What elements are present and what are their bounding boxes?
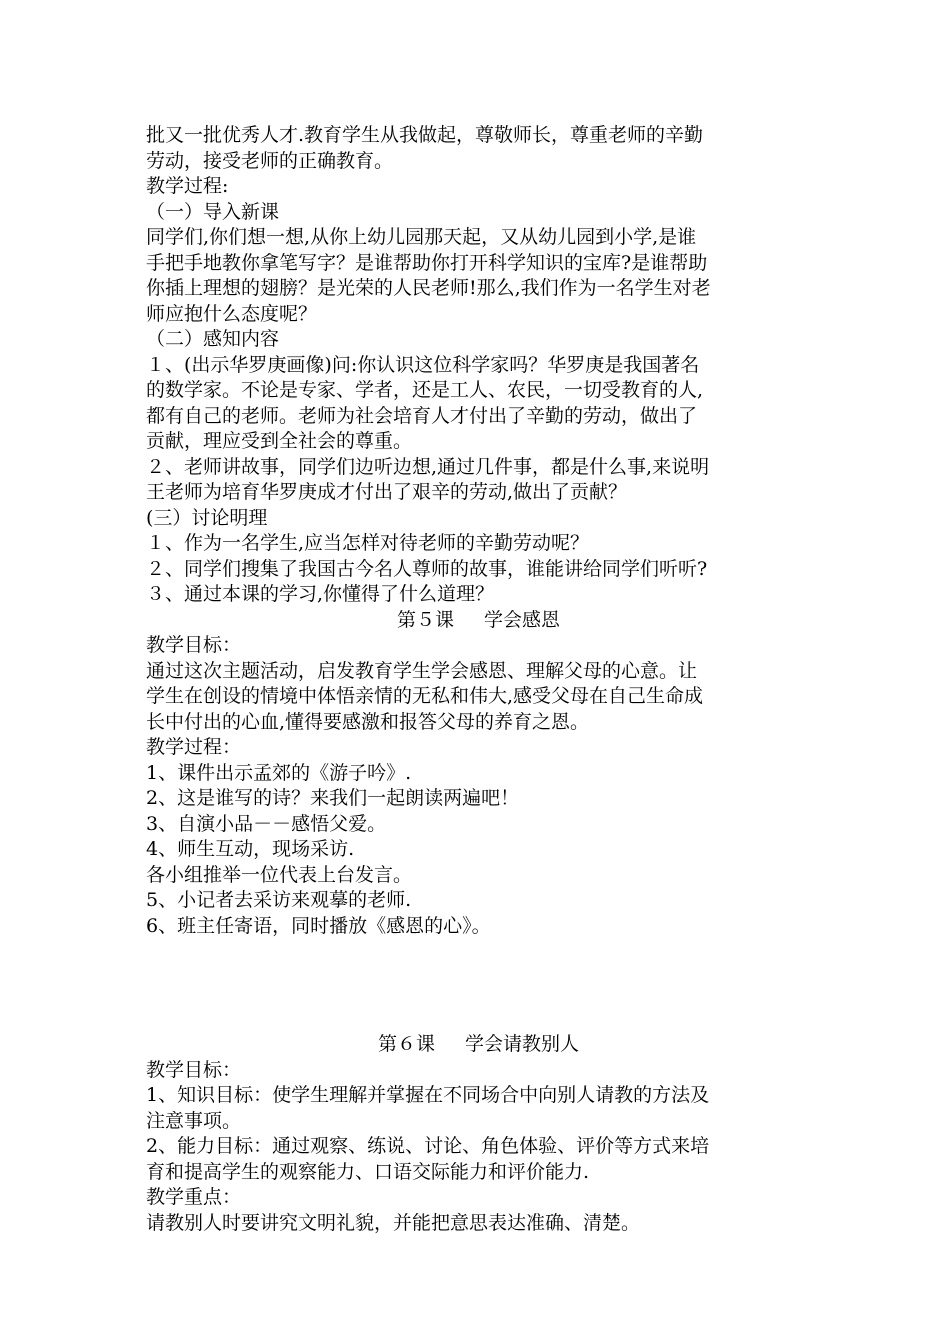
paragraph-line: 都有自己的老师。老师为社会培育人才付出了辛勤的劳动，做出了 [146,404,698,427]
list-item: 2、这是谁写的诗？来我们一起朗读两遍吧！ [146,787,520,809]
paragraph-line: ３、通过本课的学习,你懂得了什么道理？ [146,583,495,605]
paragraph-line: 2、能力目标：通过观察、练说、讨论、角色体验、评价等方式来培 [146,1135,710,1157]
section-title: （一）导入新课 [146,200,280,223]
blank-space [146,939,811,1032]
paragraph-line: 通过这次主题活动，启发教育学生学会感恩、理解父母的心意。让 [146,659,698,682]
process-heading: 教学过程： [146,736,242,758]
paragraph-line: 1、知识目标：使学生理解并掌握在不同场合中向别人请教的方法及 [146,1084,710,1106]
list-item: 各小组推举一位代表上台发言。 [146,863,413,886]
paragraph-line: 学生在创设的情境中体悟亲情的无私和伟大,感受父母在自己生命成 [146,685,704,707]
section-title: (三）讨论明理 [146,506,268,529]
lesson-5-title [146,608,811,634]
paragraph-line: 手把手地教你拿笔写字？是谁帮助你打开科学知识的宝库?是谁帮助 [146,251,708,274]
list-item: 1、课件出示孟郊的《游子吟》. [146,761,412,784]
process-heading: 教学过程: [146,175,229,197]
lesson-name: 学会感恩 [484,608,561,631]
goal-heading: 教学目标： [146,1058,242,1081]
list-item: 4、师生互动，现场采访. [146,838,355,860]
lesson-number: 第６课 [377,1033,435,1055]
paragraph-line: １、(出示华罗庚画像)问:你认识这位科学家吗？华罗庚是我国著名 [146,353,700,376]
list-item: 6、班主任寄语，同时播放《感恩的心》。 [146,914,491,937]
paragraph-line: 的数学家。不论是专家、学者，还是工人、农民，一切受教育的人, [146,379,704,401]
paragraph-line: ２、老师讲故事，同学们边听边想,通过几件事，都是什么事,来说明 [146,455,710,478]
lesson-name: 学会请教别人 [465,1033,580,1055]
paragraph-line: １、作为一名学生,应当怎样对待老师的辛勤劳动呢？ [146,532,590,554]
paragraph-line: 长中付出的心血,懂得要感激和报答父母的养育之恩。 [146,710,590,733]
document-body [146,123,811,1236]
paragraph-line: 贡献，理应受到全社会的尊重。 [146,430,413,452]
goal-heading: 教学目标： [146,634,242,656]
paragraph-line: 育和提高学生的观察能力、口语交际能力和评价能力. [146,1160,590,1183]
intro-line: 劳动，接受老师的正确教育。 [146,149,394,172]
lesson-6-title [146,1032,811,1058]
paragraph-line: 王老师为培育华罗庚成才付出了艰辛的劳动,做出了贡献？ [146,481,628,503]
paragraph-line: 请教别人时要讲究文明礼貌，并能把意思表达准确、清楚。 [146,1211,641,1234]
paragraph-line: 你插上理想的翅膀？是光荣的人民老师!那么,我们作为一名学生对老 [146,277,711,299]
paragraph-line: 师应抱什么态度呢？ [146,302,318,325]
paragraph-line: 同学们,你们想一想,从你上幼儿园那天起，又从幼儿园到小学,是谁 [146,226,697,248]
intro-line: 批又一批优秀人才.教育学生从我做起，尊敬师长，尊重老师的辛勤 [146,124,704,146]
paragraph-line: ２、同学们搜集了我国古今名人尊师的故事，谁能讲给同学们听听? [146,557,708,580]
section-title: （二）感知内容 [146,328,280,350]
list-item: 5、小记者去采访来观摹的老师. [146,889,412,911]
key-points-heading: 教学重点： [146,1186,242,1208]
lesson-number: 第５课 [396,608,454,631]
paragraph-line: 注意事项。 [146,1109,242,1132]
list-item: 3、自演小品－－感悟父爱。 [146,812,387,835]
